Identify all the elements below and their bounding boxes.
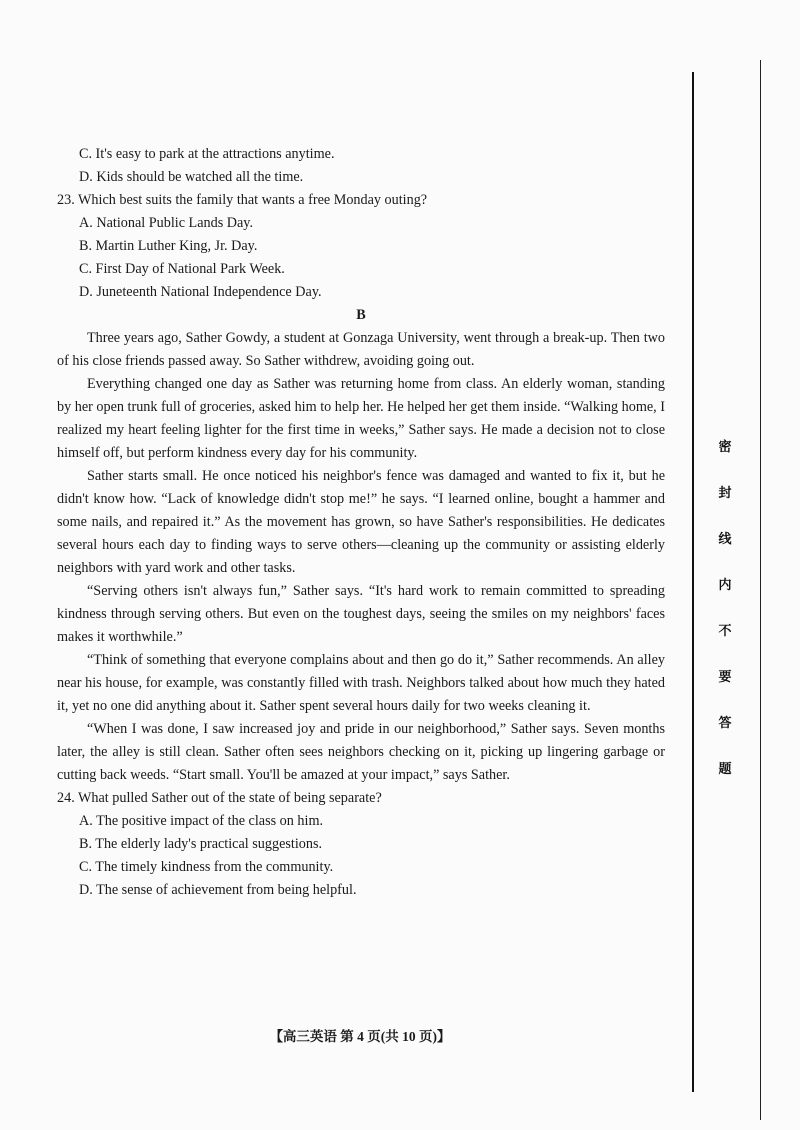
q22-option-d: D. Kids should be watched all the time.: [79, 169, 304, 185]
passage-label: B: [356, 307, 366, 323]
seal-char: 密: [718, 440, 732, 455]
seal-char: 封: [718, 486, 732, 501]
passage-paragraph-6: “When I was done, I saw increased joy and pride in our neighborhood,” Sather says. Seven months later, the alley is still clean. Sather often sees neighbors checking on it, picking up lingering garbage or cutting back weeds. “Start small. You'll be amazed at your impact,” says Sather.: [57, 721, 665, 783]
q24-option-b: B. The elderly lady's practical suggestions.: [79, 836, 323, 852]
q22-option-c: C. It's easy to park at the attractions anytime.: [79, 146, 335, 162]
q24-option-a: A. The positive impact of the class on him.: [79, 813, 324, 829]
passage-paragraph-5: “Think of something that everyone complains about and then go do it,” Sather recommends. An alley near his house, for example, was constantly filled with trash. Neighbors talked about how much they hated it, yet no one did anything about it. Sather spent several hours daily for two weeks cleaning it.: [57, 652, 665, 714]
seal-char: 答: [718, 716, 732, 731]
passage-paragraph-1: Three years ago, Sather Gowdy, a student at Gonzaga University, went through a break-up. Then two of his close friends passed away. So Sather withdrew, avoiding going out.: [57, 330, 665, 369]
q23-stem: 23. Which best suits the family that wants a free Monday outing?: [57, 192, 428, 208]
seal-char: 不: [718, 624, 732, 639]
q24-stem: 24. What pulled Sather out of the state of being separate?: [57, 790, 382, 806]
q23-option-a: A. National Public Lands Day.: [79, 215, 254, 231]
passage-paragraph-4: “Serving others isn't always fun,” Sather says. “It's hard work to remain committed to spreading kindness through serving others. But even on the toughest days, seeing the smiles on my neighbors' faces makes it worthwhile.”: [57, 583, 665, 645]
margin-rule-thick: [692, 72, 694, 1092]
q23-option-b: B. Martin Luther King, Jr. Day.: [79, 238, 258, 254]
q23-option-d: D. Juneteenth National Independence Day.: [79, 284, 322, 300]
seal-char: 内: [718, 578, 732, 593]
seal-line-notice: [700, 425, 750, 793]
q24-option-c: C. The timely kindness from the community.: [79, 859, 334, 875]
seal-char: 要: [718, 670, 732, 685]
seal-char: 线: [718, 532, 732, 547]
passage-paragraph-3: Sather starts small. He once noticed his neighbor's fence was damaged and wanted to fix it, but he didn't know how. “Lack of knowledge didn't stop me!” he says. “I learned online, bought a hammer and some nails, and repaired it.” As the movement has grown, so have Sather's responsibilities. He dedicates several hours each day to finding ways to serve others—cleaning up the community or assisting elderly neighbors with yard work and other tasks.: [57, 468, 665, 576]
q23-option-c: C. First Day of National Park Week.: [79, 261, 285, 277]
page-footer: 【高三英语 第 4 页(共 10 页)】: [269, 1029, 451, 1044]
exam-content: [57, 143, 665, 902]
margin-rule-thin: [760, 60, 761, 1120]
seal-char: 题: [718, 762, 732, 777]
passage-paragraph-2: Everything changed one day as Sather was returning home from class. An elderly woman, standing by her open trunk full of groceries, asked him to help her. He helped her get them inside. “Walking home, I realized my heart feeling lighter for the first time in weeks,” Sather says. He made a decision not to close himself off, but perform kindness every day for his community.: [57, 376, 665, 461]
q24-option-d: D. The sense of achievement from being helpful.: [79, 882, 357, 898]
